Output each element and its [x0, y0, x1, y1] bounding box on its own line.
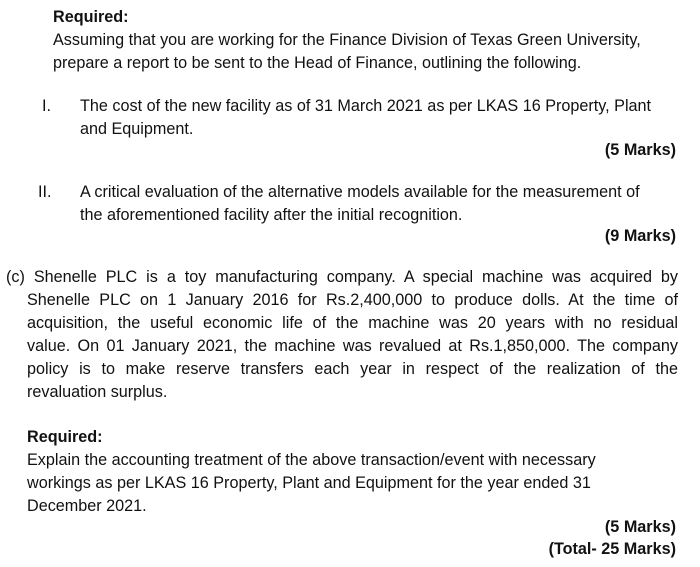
required-c-line-3: December 2021. — [27, 497, 147, 515]
section-c-marks: (5 Marks) — [604, 518, 676, 536]
item-numeral-ii: II. — [38, 183, 52, 201]
section-c-line-4: value. On 01 January 2021, the machine was revalued at Rs.1,850,000. The company — [27, 337, 678, 355]
section-c-line-2: Shenelle PLC on 1 January 2016 for Rs.2,400,000 to produce dolls. At the time of — [27, 291, 678, 309]
item-i-marks: (5 Marks) — [604, 141, 676, 159]
item-ii-line-1: A critical evaluation of the alternative models available for the measurement of — [80, 183, 640, 201]
item-i-line-2: and Equipment. — [80, 120, 194, 138]
intro-line-2: prepare a report to be sent to the Head of Finance, outlining the following. — [53, 54, 582, 72]
total-marks: (Total- 25 Marks) — [548, 540, 676, 558]
required-c-line-1: Explain the accounting treatment of the above transaction/event with necessary — [27, 451, 596, 469]
item-ii-marks: (9 Marks) — [604, 227, 676, 245]
section-c-line-1: (c) Shenelle PLC is a toy manufacturing company. A special machine was acquired by — [6, 268, 678, 286]
section-c-line-6: revaluation surplus. — [27, 383, 168, 401]
section-c-line-5: policy is to make reserve transfers each year in respect of the realization of the — [27, 360, 678, 378]
required-c-line-2: workings as per LKAS 16 Property, Plant and Equipment for the year ended 31 — [27, 474, 591, 492]
item-ii-line-2: the aforementioned facility after the initial recognition. — [80, 206, 463, 224]
item-numeral-i: I. — [42, 97, 51, 115]
required-heading-c: Required: — [27, 428, 103, 446]
intro-line-1: Assuming that you are working for the Finance Division of Texas Green University, — [53, 31, 641, 49]
required-heading-b: Required: — [53, 8, 129, 26]
item-i-line-1: The cost of the new facility as of 31 March 2021 as per LKAS 16 Property, Plant — [80, 97, 652, 115]
section-c-line-3: acquisition, the useful economic life of the machine was 20 years with no residual — [27, 314, 678, 332]
